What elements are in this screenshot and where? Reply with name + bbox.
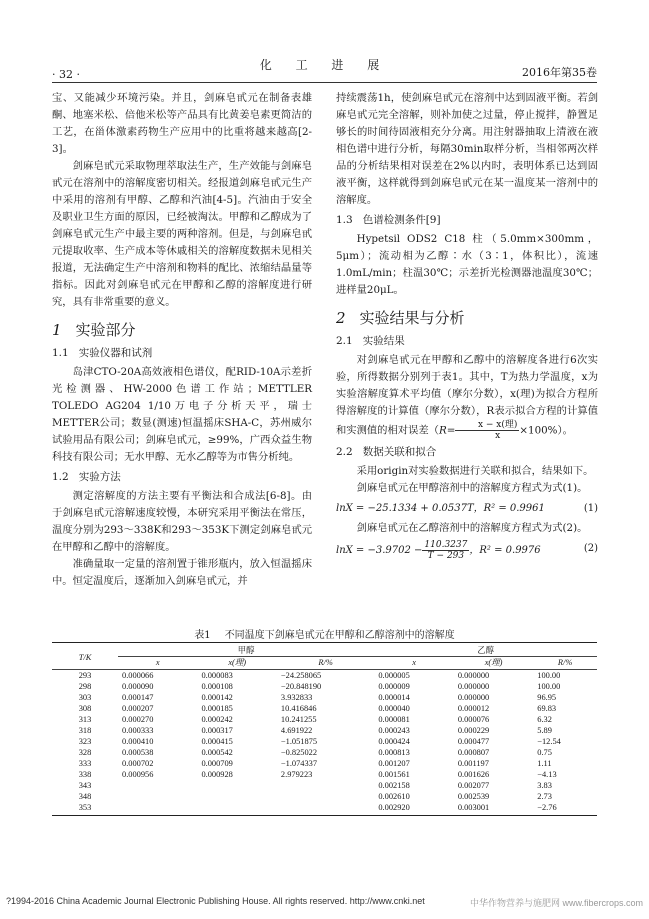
table-cell-ex: 0.000005 — [378, 671, 410, 680]
table-cell-exc: 0.000000 — [457, 671, 490, 680]
table-cell-exc: 0.000477 — [457, 737, 490, 746]
subsection-title: 数据关联和拟合 — [362, 446, 437, 458]
col-header-r: R/% — [533, 657, 597, 670]
table-row — [52, 670, 597, 682]
table-cell-ex: 0.000009 — [378, 682, 410, 691]
table-cell-exc: 0.002539 — [457, 792, 490, 801]
table-cell-mR: 10.241255 — [280, 715, 317, 724]
subsection-number: 1.3 — [336, 214, 353, 226]
table-cell-ex: 0.000081 — [378, 715, 410, 724]
equation-2 — [336, 540, 598, 561]
col-header-r: R/% — [277, 657, 374, 670]
table-cell-T: 293 — [78, 671, 92, 680]
subsection-title: 实验仪器和试剂 — [78, 347, 153, 359]
copyright-notice: ?1994-2016 China Academic Journal Electronic Publishing House. All rights reserved. http://www.cnki.net — [6, 896, 425, 906]
equation-body — [336, 540, 541, 561]
paragraph-text: 对剑麻皂甙元在甲醇和乙醇中的溶解度各进行6次实验，所得数据分别列于表1。其中，T为热力学温度，x为实验溶解度算术平均值（摩尔分数），x(理)为拟合方程所得溶解度的计算值（摩尔分数），R表示拟合方程的计算值和实测值的相对误差 — [336, 354, 598, 437]
fraction-numerator: x − x(理) — [455, 420, 519, 431]
table-cell-eR: 100.00 — [537, 671, 561, 680]
table-cell-ex: 0.000424 — [378, 737, 410, 746]
table-cell-mx: 0.000956 — [122, 770, 154, 779]
table-cell-exc: 0.002077 — [457, 781, 490, 790]
table-cell-eR: 96.95 — [537, 693, 557, 702]
table-cell-mR: −1.074337 — [280, 759, 318, 768]
table-row — [52, 802, 597, 816]
table-row — [52, 769, 597, 780]
col-header-xcalc: x(理) — [197, 657, 276, 670]
table-cell-mxc: 0.000928 — [201, 770, 233, 779]
error-fraction — [455, 420, 519, 441]
table-cell-mx: 0.000410 — [122, 737, 154, 746]
fraction-denominator: x — [495, 431, 501, 441]
group-header-ethanol: 乙醇 — [374, 643, 597, 657]
table-cell-mR: 10.416846 — [280, 704, 317, 713]
table-cell-mR: −20.848190 — [280, 682, 322, 691]
table-cell-mx — [118, 780, 197, 791]
table-cell-eR: −12.54 — [537, 737, 561, 746]
section-title: 实验部分 — [75, 321, 136, 339]
subsection-number: 1.2 — [52, 471, 69, 483]
table-cell-eR: 2.73 — [537, 792, 552, 801]
table-caption — [52, 626, 597, 641]
col-header-x: x — [118, 657, 197, 670]
subsection-heading — [336, 333, 598, 350]
table-cell-exc: 0.001626 — [457, 770, 490, 779]
table-cell-mx: 0.000333 — [122, 726, 154, 735]
table-cell-mx: 0.000090 — [122, 682, 154, 691]
table-cell-mx — [118, 791, 197, 802]
fraction-numerator: 110.3237 — [424, 540, 468, 550]
col-header-xcalc: x(理) — [454, 657, 533, 670]
equation-number: (2) — [583, 543, 598, 554]
page-number: · 32 · — [52, 68, 80, 81]
table-row — [52, 736, 597, 747]
solubility-table — [52, 642, 597, 816]
table-row — [52, 692, 597, 703]
table-row — [52, 714, 597, 725]
table-cell-mR: 3.932833 — [280, 693, 313, 702]
table-cell-mxc: 0.000083 — [201, 671, 233, 680]
table-cell-T: 313 — [78, 715, 92, 724]
section-number: 1 — [52, 321, 62, 339]
paragraph: Hypetsil ODS2 C18 柱（5.0mm×300mm，5μm）；流动相为乙醇∶水（3∶1，体积比），流速1.0mL/min；柱温30℃；示差折光检测器池温度30℃；进样量20μL。 — [336, 233, 598, 296]
table-cell-exc: 0.000807 — [457, 748, 490, 757]
table-cell-mxc: 0.000415 — [201, 737, 233, 746]
table-cell-mR — [277, 802, 374, 816]
table-caption-text: 不同温度下剑麻皂甙元在甲醇和乙醇溶剂中的溶解度 — [224, 630, 455, 641]
paragraph: 剑麻皂甙元采取物理萃取法生产，生产效能与剑麻皂甙元在溶剂中的溶解度密切相关。经报道剑麻皂甙元生产中采用的溶剂有甲醇、乙醇和汽油[4-5]。汽油由于安全及职业卫生方面的原因，已经被淘汰。甲醇和乙醇成为了剑麻皂甙元生产中最主要的两种溶剂。但是，与剑麻皂甙元提取收率、生产成本等休戚相关的溶解度数据未见相关报道，无法确定生产中溶剂和物料的配比、浓缩结晶量等指标。因此对剑麻皂甙元在甲醇和乙醇的溶解度进行研究，具有非常重要的意义。 — [52, 160, 312, 308]
paragraph: 剑麻皂甙元在甲醇溶剂中的溶解度方程式为式(1)。 — [356, 482, 588, 494]
table-cell-mx: 0.000702 — [122, 759, 154, 768]
error-formula-lhs: R= — [438, 424, 456, 437]
table-cell-exc: 0.000012 — [457, 704, 490, 713]
section-number: 2 — [336, 309, 346, 327]
subsection-number: 1.1 — [52, 347, 69, 359]
subsection-heading — [52, 345, 312, 362]
table-cell-eR: −4.13 — [537, 770, 557, 779]
fraction-denominator: T − 293 — [427, 551, 465, 561]
equation-fraction — [422, 540, 469, 561]
table-cell-T: 318 — [78, 726, 92, 735]
table-row — [52, 747, 597, 758]
table-cell-mR: −0.825022 — [280, 748, 318, 757]
table-cell-ex: 0.000243 — [378, 726, 410, 735]
error-formula-tail: ×100%）。 — [519, 424, 573, 437]
table-cell-ex: 0.000014 — [378, 693, 410, 702]
table-number: 表1 — [194, 630, 211, 641]
table-cell-mxc: 0.000542 — [201, 748, 233, 757]
table-cell-eR: 0.75 — [537, 748, 552, 757]
right-column — [336, 90, 598, 564]
subsection-title: 色谱检测条件[9] — [362, 214, 441, 226]
table-cell-ex: 0.002158 — [378, 781, 410, 790]
group-header-methanol: 甲醇 — [118, 643, 374, 657]
table-cell-mxc: 0.000242 — [201, 715, 233, 724]
table-cell-T: 343 — [78, 781, 92, 790]
table-body — [52, 670, 597, 816]
table-cell-mx: 0.000066 — [122, 671, 154, 680]
table-cell-mx: 0.000270 — [122, 715, 154, 724]
section-title: 实验结果与分析 — [359, 309, 465, 327]
table-cell-T: 323 — [78, 737, 92, 746]
equation-rhs: ，R² = 0.9976 — [469, 545, 541, 556]
table-cell-ex: 0.002610 — [378, 792, 410, 801]
table-cell-mxc — [197, 780, 276, 791]
subsection-number: 2.2 — [336, 446, 353, 458]
table-cell-exc: 0.000000 — [457, 682, 490, 691]
table-cell-mxc: 0.000317 — [201, 726, 233, 735]
table-cell-exc: 0.000000 — [457, 693, 490, 702]
equation-number: (1) — [583, 503, 598, 514]
table-cell-exc: 0.001197 — [457, 759, 489, 768]
watermark: 中华作物营养与施肥网 www.fibercrops.com — [469, 898, 643, 908]
subsection-title: 实验结果 — [362, 335, 405, 347]
table-cell-eR: 1.11 — [537, 759, 552, 768]
table-cell-ex: 0.000813 — [378, 748, 410, 757]
table-cell-T: 353 — [52, 802, 118, 816]
table-cell-ex: 0.000040 — [378, 704, 410, 713]
left-column — [52, 90, 312, 590]
equation-body: lnX = −25.1334 + 0.0537T，R² = 0.9961 — [336, 503, 545, 514]
table-cell-mx: 0.000207 — [122, 704, 154, 713]
table-cell-mx: 0.000538 — [122, 748, 154, 757]
table-row — [52, 758, 597, 769]
journal-title: 化 工 进 展 — [259, 58, 390, 72]
table-cell-mxc: 0.000108 — [201, 682, 233, 691]
table-cell-eR: 69.83 — [537, 704, 557, 713]
section-heading — [336, 307, 598, 329]
running-header — [52, 56, 597, 80]
paragraph: 准确量取一定量的溶剂置于锥形瓶内，放入恒温摇床中。恒定温度后，逐渐加入剑麻皂甙元，并 — [52, 558, 312, 587]
col-header-x: x — [374, 657, 453, 670]
table-row — [52, 780, 597, 791]
table-cell-eR: −2.76 — [533, 802, 597, 816]
table-row — [52, 681, 597, 692]
table-cell-eR: 100.00 — [537, 682, 561, 691]
table-cell-mx: 0.000147 — [122, 693, 154, 702]
table-cell-mxc — [197, 802, 276, 816]
subsection-title: 实验方法 — [78, 471, 121, 483]
subsection-heading — [52, 469, 312, 486]
table-cell-exc: 0.000229 — [457, 726, 490, 735]
table-cell-ex: 0.002920 — [374, 802, 453, 816]
header-rule — [52, 82, 597, 83]
table-cell-T: 348 — [78, 792, 92, 801]
subsection-heading — [336, 444, 598, 461]
table-cell-mR — [277, 780, 374, 791]
paragraph: 测定溶解度的方法主要有平衡法和合成法[6-8]。由于剑麻皂甙元溶解速度较慢，本研究采用平衡法在常压，温度分别为293～338K和293～353K下测定剑麻皂甙元在甲醇和乙醇中的溶解度。 — [52, 490, 312, 553]
table-cell-mR: −1.051875 — [280, 737, 318, 746]
table-cell-exc: 0.000076 — [457, 715, 490, 724]
table-cell-mx — [118, 802, 197, 816]
table-cell-mxc: 0.000709 — [201, 759, 233, 768]
table-cell-mxc: 0.000185 — [201, 704, 233, 713]
table-cell-T: 333 — [78, 759, 92, 768]
year-volume: 2016年第35卷 — [522, 66, 597, 79]
table-cell-eR: 5.89 — [537, 726, 552, 735]
table-row — [52, 791, 597, 802]
table-cell-mxc: 0.000142 — [201, 693, 233, 702]
table-cell-T: 338 — [78, 770, 92, 779]
table-cell-mxc — [197, 791, 276, 802]
paragraph: 对剑麻皂甙元在甲醇和乙醇中的溶解度各进行6次实验，所得数据分别列于表1。其中，T为热力学温度，x为实验溶解度算术平均值（摩尔分数），x(理)为拟合方程所得溶解度的计算值（摩尔分数），R表示拟合方程的计算值和实测值的相对误差（R= $\frac{\text{x − x(理)}}{x}$ ×100%）。 — [336, 354, 598, 441]
table-cell-eR: 3.83 — [537, 781, 552, 790]
table-cell-mR: 4.691922 — [280, 726, 313, 735]
section-heading — [52, 319, 312, 341]
table-cell-exc: 0.003001 — [454, 802, 533, 816]
col-header-temperature: T/K — [52, 643, 118, 670]
table-row — [52, 703, 597, 714]
paragraph: 剑麻皂甙元在乙醇溶剂中的溶解度方程式为式(2)。 — [356, 522, 588, 534]
paragraph: 宝、又能减少环境污染。并且，剑麻皂甙元在制备表雄酮、地塞米松、倍他米松等产品具有比黄姜皂素更简洁的工艺，在甾体激素药物生产应用中的比重将越来越高[2-3]。 — [52, 92, 312, 155]
table-cell-ex: 0.001207 — [378, 759, 410, 768]
table-cell-mR: −24.258065 — [280, 671, 322, 680]
subsection-heading — [336, 212, 598, 229]
table-cell-T: 298 — [78, 682, 92, 691]
equation-1 — [336, 500, 598, 517]
equation-lhs: lnX = −3.9702 − — [336, 545, 423, 556]
table-cell-T: 308 — [78, 704, 92, 713]
paragraph: 持续震荡1h，使剑麻皂甙元在溶剂中达到固液平衡。若剑麻皂甙元完全溶解，则补加使之过量，停止搅拌，静置足够长的时间待固液相充分分离。用注射器抽取上清液在液相色谱中进行分析，每隔30min取样分析，当相邻两次样品的分析结果相对误差在2%以内时，表明体系已达到固液平衡，这样就得到剑麻皂甙元在某一温度某一溶剂中的溶解度。 — [336, 92, 598, 206]
table-cell-T: 303 — [78, 693, 92, 702]
table-cell-mR — [277, 791, 374, 802]
paragraph: 采用origin对实验数据进行关联和拟合，结果如下。 — [356, 465, 594, 477]
subsection-number: 2.1 — [336, 335, 353, 347]
table-cell-eR: 6.32 — [537, 715, 552, 724]
table-cell-ex: 0.001561 — [378, 770, 410, 779]
table-cell-mR: 2.979223 — [280, 770, 313, 779]
paragraph: 岛津CTO-20A高效液相色谱仪，配RID-10A示差折光检测器、HW-2000色谱工作站；METTLER TOLEDO AG204 1/10万电子分析天平，瑞士METTER公司；数显(测速)恒温摇床SHA-C，苏州威尔试验用品有限公司；剑麻皂甙元，≥99%，广西众益生物科技有限公司；无水甲醇、无水乙醇等为市售分析纯。 — [52, 366, 312, 463]
table-row — [52, 725, 597, 736]
table-cell-T: 328 — [78, 748, 92, 757]
